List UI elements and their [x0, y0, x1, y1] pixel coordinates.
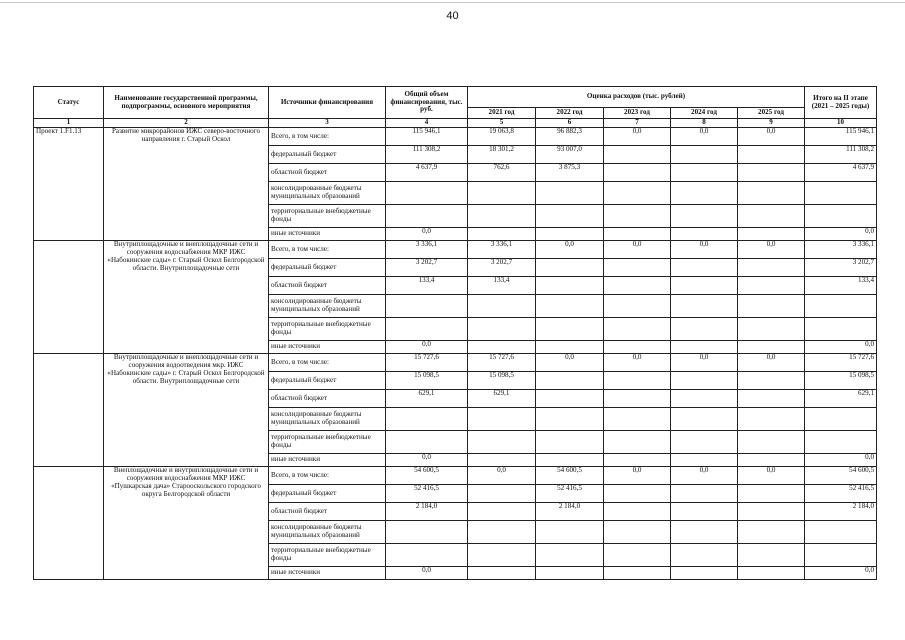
- status-cell: [34, 241, 104, 354]
- value-y2021: [468, 567, 536, 580]
- value-total: 3 336,1: [386, 241, 468, 259]
- value-y2021: [468, 454, 536, 467]
- value-y2021: [468, 341, 536, 354]
- value-y2025: [738, 485, 805, 503]
- value-y2022: [536, 567, 604, 580]
- value-y2025: [738, 408, 805, 431]
- value-y2022: 0,0: [536, 241, 604, 259]
- value-y2024: [671, 341, 738, 354]
- value-y2022: [536, 182, 604, 205]
- table-row: [34, 241, 877, 259]
- funding-source-label: Всего, в том числе:: [269, 354, 386, 372]
- value-y2021: 3 336,1: [468, 241, 536, 259]
- value-y2022: [536, 408, 604, 431]
- value-y2022: [536, 544, 604, 567]
- header-year: 2022 год: [536, 108, 604, 119]
- funding-source-label: федеральный бюджет: [269, 485, 386, 503]
- value-y2022: [536, 259, 604, 277]
- value-y2021: [468, 295, 536, 318]
- value-y2024: [671, 205, 738, 228]
- value-stage: 133,4: [805, 277, 877, 295]
- value-stage: 0,0: [805, 454, 877, 467]
- value-total: [386, 318, 468, 341]
- value-stage: [805, 182, 877, 205]
- value-y2021: 15 727,6: [468, 354, 536, 372]
- value-y2023: 0,0: [604, 241, 671, 259]
- value-y2021: [468, 485, 536, 503]
- value-y2021: [468, 182, 536, 205]
- value-stage: 111 308,2: [805, 146, 877, 164]
- value-y2023: [604, 277, 671, 295]
- value-y2021: 629,1: [468, 390, 536, 408]
- value-stage: [805, 544, 877, 567]
- value-y2025: 0,0: [738, 467, 805, 485]
- value-y2025: [738, 146, 805, 164]
- value-y2024: [671, 318, 738, 341]
- status-cell: [34, 354, 104, 467]
- value-y2024: [671, 146, 738, 164]
- value-total: 0,0: [386, 567, 468, 580]
- value-y2023: [604, 431, 671, 454]
- value-y2024: [671, 182, 738, 205]
- value-y2022: [536, 341, 604, 354]
- value-y2021: [468, 408, 536, 431]
- value-y2024: 0,0: [671, 354, 738, 372]
- funding-source-label: Всего, в том числе:: [269, 128, 386, 146]
- value-total: 133,4: [386, 277, 468, 295]
- header-estimate: Оценка расходов (тыс. рублей): [468, 87, 805, 108]
- value-y2024: [671, 544, 738, 567]
- funding-source-label: федеральный бюджет: [269, 146, 386, 164]
- value-y2023: [604, 182, 671, 205]
- value-y2025: [738, 318, 805, 341]
- value-stage: [805, 408, 877, 431]
- funding-source-label: областной бюджет: [269, 164, 386, 182]
- value-stage: 2 184,0: [805, 503, 877, 521]
- funding-source-label: областной бюджет: [269, 503, 386, 521]
- value-y2021: 3 202,7: [468, 259, 536, 277]
- value-y2024: [671, 259, 738, 277]
- value-stage: [805, 521, 877, 544]
- value-y2024: 0,0: [671, 467, 738, 485]
- value-y2025: [738, 544, 805, 567]
- value-total: [386, 205, 468, 228]
- column-number: 6: [536, 119, 604, 128]
- value-y2023: [604, 390, 671, 408]
- funding-source-label: областной бюджет: [269, 277, 386, 295]
- column-number: 2: [104, 119, 269, 128]
- value-y2021: [468, 228, 536, 241]
- header-program-name: Наименование государственной программы, подпрограммы, основного мероприятия: [104, 87, 269, 119]
- value-y2025: [738, 295, 805, 318]
- header-year: 2023 год: [604, 108, 671, 119]
- column-number: 9: [738, 119, 805, 128]
- value-total: [386, 431, 468, 454]
- column-number: 5: [468, 119, 536, 128]
- value-y2022: [536, 295, 604, 318]
- value-y2025: [738, 205, 805, 228]
- value-y2022: 54 600,5: [536, 467, 604, 485]
- value-y2022: [536, 390, 604, 408]
- value-y2021: [468, 544, 536, 567]
- program-name-cell: Развитие микрорайонов ИЖС северо-восточного направления г. Старый Оскол: [104, 128, 269, 241]
- value-y2022: [536, 318, 604, 341]
- value-total: 15 727,6: [386, 354, 468, 372]
- value-total: 629,1: [386, 390, 468, 408]
- value-total: 3 202,7: [386, 259, 468, 277]
- value-y2022: 2 184,0: [536, 503, 604, 521]
- value-y2025: [738, 503, 805, 521]
- column-number: 8: [671, 119, 738, 128]
- value-y2023: [604, 485, 671, 503]
- value-y2021: 762,6: [468, 164, 536, 182]
- value-total: 52 416,5: [386, 485, 468, 503]
- value-y2022: [536, 521, 604, 544]
- value-y2023: [604, 318, 671, 341]
- value-stage: 15 727,6: [805, 354, 877, 372]
- funding-source-label: Всего, в том числе:: [269, 467, 386, 485]
- header-status: Статус: [34, 87, 104, 119]
- value-y2021: [468, 205, 536, 228]
- program-name-cell: Внеплощадочные и внутриплощадочные сети и сооружения водоснабжения МКР ИЖС «Пушкарская дача» Старооскольского городского округа Белгородской области: [104, 467, 269, 580]
- funding-source-label: иные источники: [269, 228, 386, 241]
- value-y2024: [671, 164, 738, 182]
- funding-source-label: иные источники: [269, 567, 386, 580]
- value-stage: 0,0: [805, 228, 877, 241]
- value-total: 2 184,0: [386, 503, 468, 521]
- value-total: 0,0: [386, 341, 468, 354]
- column-number: 1: [34, 119, 104, 128]
- value-y2023: [604, 372, 671, 390]
- table-body: [34, 128, 877, 580]
- value-y2021: [468, 431, 536, 454]
- value-y2025: [738, 567, 805, 580]
- value-y2025: [738, 431, 805, 454]
- value-y2023: [604, 295, 671, 318]
- value-stage: 3 336,1: [805, 241, 877, 259]
- value-y2024: [671, 390, 738, 408]
- value-y2025: [738, 164, 805, 182]
- value-y2023: [604, 228, 671, 241]
- table-row: [34, 467, 877, 485]
- value-y2021: [468, 521, 536, 544]
- value-y2024: 0,0: [671, 241, 738, 259]
- value-y2023: [604, 205, 671, 228]
- funding-source-label: территориальные внебюджетные фонды: [269, 205, 386, 228]
- funding-source-label: консолидированные бюджеты муниципальных образований: [269, 521, 386, 544]
- value-stage: [805, 295, 877, 318]
- value-y2025: [738, 521, 805, 544]
- column-number: 7: [604, 119, 671, 128]
- value-total: 54 600,5: [386, 467, 468, 485]
- value-y2024: [671, 454, 738, 467]
- value-y2024: [671, 485, 738, 503]
- value-y2025: [738, 454, 805, 467]
- scan-top-border: [0, 2, 905, 3]
- value-total: [386, 182, 468, 205]
- header-stage-total: Итого на II этапе (2021 – 2025 годы): [805, 87, 877, 119]
- value-y2023: [604, 503, 671, 521]
- funding-source-label: иные источники: [269, 341, 386, 354]
- value-y2025: [738, 277, 805, 295]
- value-y2022: 3 875,3: [536, 164, 604, 182]
- value-y2023: [604, 544, 671, 567]
- value-y2021: [468, 318, 536, 341]
- value-y2025: [738, 182, 805, 205]
- value-y2022: 96 882,3: [536, 128, 604, 146]
- funding-source-label: территориальные внебюджетные фонды: [269, 431, 386, 454]
- value-y2022: 93 007,0: [536, 146, 604, 164]
- funding-source-label: федеральный бюджет: [269, 259, 386, 277]
- value-stage: 4 637,9: [805, 164, 877, 182]
- value-y2025: [738, 259, 805, 277]
- header-year: 2021 год: [468, 108, 536, 119]
- program-name-cell: Внутриплощадочные и внеплощадочные сети и сооружения водоснабжения МКР ИЖС «Набокинские сады» г. Старый Оскол Белгородской области. Внутриплощадочные сети: [104, 241, 269, 354]
- value-y2024: [671, 295, 738, 318]
- funding-source-label: федеральный бюджет: [269, 372, 386, 390]
- value-stage: 54 600,5: [805, 467, 877, 485]
- value-y2024: [671, 503, 738, 521]
- value-stage: [805, 205, 877, 228]
- column-number: 3: [269, 119, 386, 128]
- value-y2021: 18 301,2: [468, 146, 536, 164]
- value-total: [386, 544, 468, 567]
- financing-table: [33, 86, 877, 580]
- value-y2023: [604, 146, 671, 164]
- value-y2022: [536, 372, 604, 390]
- header-year: 2024 год: [671, 108, 738, 119]
- value-y2023: [604, 259, 671, 277]
- column-number: 4: [386, 119, 468, 128]
- value-total: [386, 295, 468, 318]
- value-y2022: [536, 277, 604, 295]
- status-cell: [34, 467, 104, 580]
- funding-source-label: консолидированные бюджеты муниципальных образований: [269, 295, 386, 318]
- value-stage: 0,0: [805, 567, 877, 580]
- value-y2022: 0,0: [536, 354, 604, 372]
- value-total: 111 308,2: [386, 146, 468, 164]
- value-y2024: [671, 521, 738, 544]
- value-y2024: [671, 567, 738, 580]
- value-total: [386, 408, 468, 431]
- header-funding-sources: Источники финансирования: [269, 87, 386, 119]
- value-y2023: [604, 164, 671, 182]
- value-total: [386, 521, 468, 544]
- value-y2022: [536, 228, 604, 241]
- program-name-cell: Внутриплощадочные и внеплощадочные сети и сооружения водоотведения мкр. ИЖС «Набокинские сады» г. Старый Оскол Белгородской области. Внутриплощадочные сети: [104, 354, 269, 467]
- value-y2025: 0,0: [738, 128, 805, 146]
- value-y2021: 133,4: [468, 277, 536, 295]
- value-y2024: [671, 372, 738, 390]
- value-stage: 629,1: [805, 390, 877, 408]
- value-total: 0,0: [386, 228, 468, 241]
- value-y2022: [536, 205, 604, 228]
- value-stage: 3 202,7: [805, 259, 877, 277]
- value-y2025: [738, 390, 805, 408]
- value-y2023: 0,0: [604, 128, 671, 146]
- value-stage: 52 416,5: [805, 485, 877, 503]
- value-total: 15 098,5: [386, 372, 468, 390]
- value-stage: [805, 431, 877, 454]
- value-total: 4 637,9: [386, 164, 468, 182]
- value-y2023: [604, 521, 671, 544]
- value-total: 115 946,1: [386, 128, 468, 146]
- value-y2023: [604, 454, 671, 467]
- value-y2024: [671, 277, 738, 295]
- value-y2023: 0,0: [604, 354, 671, 372]
- value-y2025: [738, 341, 805, 354]
- value-y2024: [671, 431, 738, 454]
- value-y2025: 0,0: [738, 241, 805, 259]
- value-total: 0,0: [386, 454, 468, 467]
- value-stage: 115 946,1: [805, 128, 877, 146]
- header-year: 2025 год: [738, 108, 805, 119]
- table-row: [34, 128, 877, 146]
- funding-source-label: консолидированные бюджеты муниципальных образований: [269, 408, 386, 431]
- funding-source-label: иные источники: [269, 454, 386, 467]
- value-y2022: [536, 454, 604, 467]
- column-number: 10: [805, 119, 877, 128]
- value-y2021: 0,0: [468, 467, 536, 485]
- value-y2024: [671, 228, 738, 241]
- value-stage: 15 098,5: [805, 372, 877, 390]
- value-y2023: [604, 408, 671, 431]
- value-y2025: [738, 372, 805, 390]
- funding-source-label: консолидированные бюджеты муниципальных образований: [269, 182, 386, 205]
- value-y2021: [468, 503, 536, 521]
- funding-source-label: областной бюджет: [269, 390, 386, 408]
- funding-source-label: территориальные внебюджетные фонды: [269, 544, 386, 567]
- value-y2022: [536, 431, 604, 454]
- value-y2024: 0,0: [671, 128, 738, 146]
- value-y2021: 15 098,5: [468, 372, 536, 390]
- value-y2023: 0,0: [604, 467, 671, 485]
- table-row: [34, 354, 877, 372]
- funding-source-label: территориальные внебюджетные фонды: [269, 318, 386, 341]
- value-y2025: [738, 228, 805, 241]
- value-stage: 0,0: [805, 341, 877, 354]
- status-cell: Проект 1.F1.13: [34, 128, 104, 241]
- page-number: 40: [446, 10, 459, 22]
- value-y2021: 19 063,8: [468, 128, 536, 146]
- value-y2023: [604, 341, 671, 354]
- value-y2025: 0,0: [738, 354, 805, 372]
- value-y2022: 52 416,5: [536, 485, 604, 503]
- funding-source-label: Всего, в том числе:: [269, 241, 386, 259]
- value-stage: [805, 318, 877, 341]
- value-y2024: [671, 408, 738, 431]
- header-total-volume: Общий объем финансирования, тыс. руб.: [386, 87, 468, 119]
- value-y2023: [604, 567, 671, 580]
